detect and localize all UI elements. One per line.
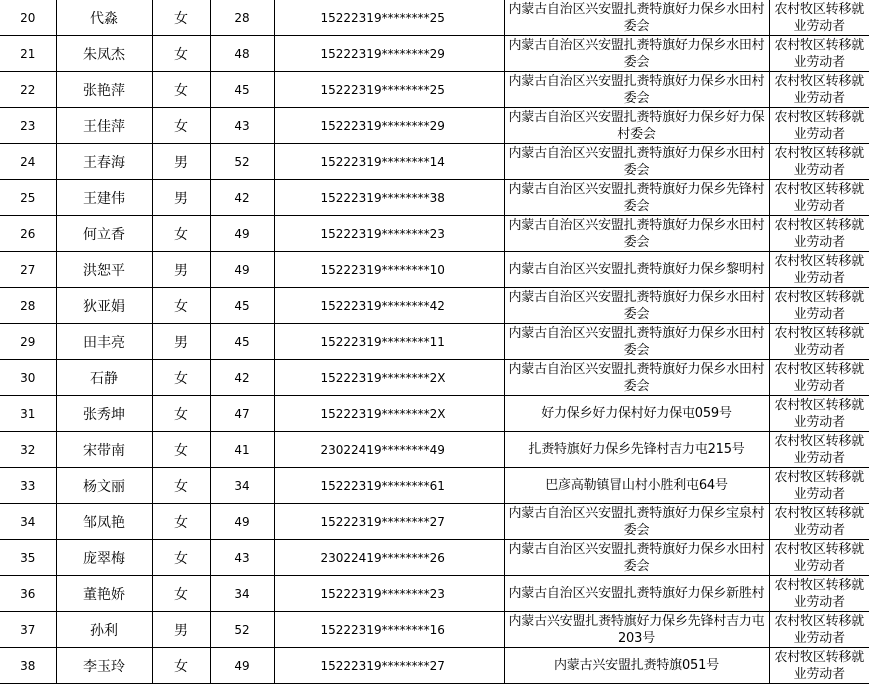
worker-type-cell[interactable]: 农村牧区转移就业劳动者: [769, 576, 869, 612]
row-number-cell[interactable]: 26: [0, 216, 56, 252]
table-row: [0, 216, 869, 252]
gender-cell[interactable]: 女: [152, 108, 210, 144]
name-cell[interactable]: 王建伟: [56, 180, 152, 216]
table-row: [0, 504, 869, 540]
name-cell[interactable]: 王佳萍: [56, 108, 152, 144]
address-cell[interactable]: 内蒙古自治区兴安盟扎赉特旗好力保乡水田村委会: [504, 72, 769, 108]
name-cell[interactable]: 洪恕平: [56, 252, 152, 288]
address-cell[interactable]: 内蒙古自治区兴安盟扎赉特旗好力保乡新胜村: [504, 576, 769, 612]
age-cell[interactable]: 52: [210, 144, 274, 180]
age-cell[interactable]: 49: [210, 252, 274, 288]
table-row: [0, 252, 869, 288]
gender-cell[interactable]: 女: [152, 216, 210, 252]
gender-cell[interactable]: 男: [152, 324, 210, 360]
id-number-cell[interactable]: 15222319********23: [274, 216, 504, 252]
row-number-cell[interactable]: 32: [0, 432, 56, 468]
gender-cell[interactable]: 女: [152, 72, 210, 108]
worker-type-cell[interactable]: 农村牧区转移就业劳动者: [769, 648, 869, 684]
id-number-cell[interactable]: 23022419********26: [274, 540, 504, 576]
age-cell[interactable]: 34: [210, 576, 274, 612]
address-cell[interactable]: 内蒙古自治区兴安盟扎赉特旗好力保乡水田村委会: [504, 216, 769, 252]
table-row: [0, 576, 869, 612]
address-cell[interactable]: 内蒙古自治区兴安盟扎赉特旗好力保乡宝泉村委会: [504, 504, 769, 540]
age-cell[interactable]: 48: [210, 36, 274, 72]
address-cell[interactable]: 内蒙古自治区兴安盟扎赉特旗好力保乡黎明村: [504, 252, 769, 288]
address-cell[interactable]: 巴彦高勒镇冒山村小胜利屯64号: [504, 468, 769, 504]
row-number-cell[interactable]: 23: [0, 108, 56, 144]
worker-type-cell[interactable]: 农村牧区转移就业劳动者: [769, 540, 869, 576]
row-number-cell[interactable]: 37: [0, 612, 56, 648]
worker-type-cell[interactable]: 农村牧区转移就业劳动者: [769, 612, 869, 648]
age-cell[interactable]: 34: [210, 468, 274, 504]
address-cell[interactable]: 内蒙古自治区兴安盟扎赉特旗好力保乡先锋村委会: [504, 180, 769, 216]
id-number-cell[interactable]: 15222319********27: [274, 504, 504, 540]
age-cell[interactable]: 45: [210, 288, 274, 324]
table-row: [0, 288, 869, 324]
name-cell[interactable]: 狄亚娟: [56, 288, 152, 324]
row-number-cell[interactable]: 35: [0, 540, 56, 576]
age-cell[interactable]: 43: [210, 108, 274, 144]
worker-type-cell[interactable]: 农村牧区转移就业劳动者: [769, 252, 869, 288]
row-number-cell[interactable]: 38: [0, 648, 56, 684]
gender-cell[interactable]: 女: [152, 540, 210, 576]
name-cell[interactable]: 张艳萍: [56, 72, 152, 108]
age-cell[interactable]: 49: [210, 504, 274, 540]
address-cell[interactable]: 内蒙古自治区兴安盟扎赉特旗好力保乡水田村委会: [504, 324, 769, 360]
address-cell[interactable]: 内蒙古自治区兴安盟扎赉特旗好力保乡水田村委会: [504, 36, 769, 72]
id-number-cell[interactable]: 15222319********16: [274, 612, 504, 648]
id-number-cell[interactable]: 15222319********27: [274, 648, 504, 684]
name-cell[interactable]: 邹凤艳: [56, 504, 152, 540]
address-cell[interactable]: 内蒙古兴安盟扎赉特旗051号: [504, 648, 769, 684]
age-cell[interactable]: 42: [210, 360, 274, 396]
table-row: [0, 648, 869, 684]
name-cell[interactable]: 孙利: [56, 612, 152, 648]
table-row: [0, 324, 869, 360]
worker-type-cell[interactable]: 农村牧区转移就业劳动者: [769, 504, 869, 540]
name-cell[interactable]: 庞翠梅: [56, 540, 152, 576]
row-number-cell[interactable]: 24: [0, 144, 56, 180]
name-cell[interactable]: 李玉玲: [56, 648, 152, 684]
address-cell[interactable]: 内蒙古兴安盟扎赉特旗好力保乡先锋村吉力屯203号: [504, 612, 769, 648]
row-number-cell[interactable]: 31: [0, 396, 56, 432]
gender-cell[interactable]: 女: [152, 360, 210, 396]
id-number-cell[interactable]: 15222319********25: [274, 72, 504, 108]
table-row: [0, 72, 869, 108]
address-cell[interactable]: 内蒙古自治区兴安盟扎赉特旗好力保乡好力保村委会: [504, 108, 769, 144]
gender-cell[interactable]: 男: [152, 612, 210, 648]
gender-cell[interactable]: 女: [152, 468, 210, 504]
address-cell[interactable]: 内蒙古自治区兴安盟扎赉特旗好力保乡水田村委会: [504, 288, 769, 324]
name-cell[interactable]: 王春海: [56, 144, 152, 180]
address-cell[interactable]: 内蒙古自治区兴安盟扎赉特旗好力保乡水田村委会: [504, 540, 769, 576]
id-number-cell[interactable]: 15222319********38: [274, 180, 504, 216]
address-cell[interactable]: 内蒙古自治区兴安盟扎赉特旗好力保乡水田村委会: [504, 360, 769, 396]
row-number-cell[interactable]: 36: [0, 576, 56, 612]
gender-cell[interactable]: 女: [152, 0, 210, 36]
age-cell[interactable]: 47: [210, 396, 274, 432]
id-number-cell[interactable]: 15222319********2X: [274, 360, 504, 396]
table-row: [0, 360, 869, 396]
table-row: [0, 432, 869, 468]
row-number-cell[interactable]: 29: [0, 324, 56, 360]
age-cell[interactable]: 49: [210, 648, 274, 684]
id-number-cell[interactable]: 15222319********42: [274, 288, 504, 324]
name-cell[interactable]: 杨文丽: [56, 468, 152, 504]
address-cell[interactable]: 内蒙古自治区兴安盟扎赉特旗好力保乡水田村委会: [504, 0, 769, 36]
table-row: [0, 36, 869, 72]
id-number-cell[interactable]: 15222319********11: [274, 324, 504, 360]
row-number-cell[interactable]: 34: [0, 504, 56, 540]
table-row: [0, 540, 869, 576]
row-number-cell[interactable]: 33: [0, 468, 56, 504]
name-cell[interactable]: 宋带南: [56, 432, 152, 468]
row-number-cell[interactable]: 25: [0, 180, 56, 216]
name-cell[interactable]: 代淼: [56, 0, 152, 36]
address-cell[interactable]: 扎赉特旗好力保乡先锋村吉力屯215号: [504, 432, 769, 468]
name-cell[interactable]: 石静: [56, 360, 152, 396]
id-number-cell[interactable]: 15222319********29: [274, 36, 504, 72]
row-number-cell[interactable]: 28: [0, 288, 56, 324]
id-number-cell[interactable]: 15222319********25: [274, 0, 504, 36]
id-number-cell[interactable]: 15222319********61: [274, 468, 504, 504]
id-number-cell[interactable]: 15222319********10: [274, 252, 504, 288]
gender-cell[interactable]: 女: [152, 576, 210, 612]
gender-cell[interactable]: 男: [152, 252, 210, 288]
age-cell[interactable]: 41: [210, 432, 274, 468]
table-row: [0, 144, 869, 180]
name-cell[interactable]: 何立香: [56, 216, 152, 252]
gender-cell[interactable]: 男: [152, 144, 210, 180]
age-cell[interactable]: 28: [210, 0, 274, 36]
table-row: [0, 180, 869, 216]
name-cell[interactable]: 田丰亮: [56, 324, 152, 360]
age-cell[interactable]: 45: [210, 324, 274, 360]
gender-cell[interactable]: 女: [152, 36, 210, 72]
gender-cell[interactable]: 女: [152, 648, 210, 684]
worker-type-cell[interactable]: 农村牧区转移就业劳动者: [769, 144, 869, 180]
id-number-cell[interactable]: 15222319********2X: [274, 396, 504, 432]
table-row: [0, 612, 869, 648]
name-cell[interactable]: 张秀坤: [56, 396, 152, 432]
table-row: [0, 396, 869, 432]
address-cell[interactable]: 内蒙古自治区兴安盟扎赉特旗好力保乡水田村委会: [504, 144, 769, 180]
worker-type-cell[interactable]: 农村牧区转移就业劳动者: [769, 360, 869, 396]
age-cell[interactable]: 52: [210, 612, 274, 648]
id-number-cell[interactable]: 15222319********14: [274, 144, 504, 180]
worker-type-cell[interactable]: 农村牧区转移就业劳动者: [769, 216, 869, 252]
gender-cell[interactable]: 男: [152, 180, 210, 216]
row-number-cell[interactable]: 21: [0, 36, 56, 72]
table-row: [0, 108, 869, 144]
worker-type-cell[interactable]: 农村牧区转移就业劳动者: [769, 396, 869, 432]
id-number-cell[interactable]: 15222319********23: [274, 576, 504, 612]
table-row: [0, 468, 869, 504]
gender-cell[interactable]: 女: [152, 396, 210, 432]
age-cell[interactable]: 42: [210, 180, 274, 216]
worker-type-cell[interactable]: 农村牧区转移就业劳动者: [769, 432, 869, 468]
worker-type-cell[interactable]: 农村牧区转移就业劳动者: [769, 288, 869, 324]
id-number-cell[interactable]: 15222319********29: [274, 108, 504, 144]
table-row: [0, 0, 869, 36]
address-cell[interactable]: 好力保乡好力保村好力保屯059号: [504, 396, 769, 432]
age-cell[interactable]: 45: [210, 72, 274, 108]
worker-type-cell[interactable]: 农村牧区转移就业劳动者: [769, 108, 869, 144]
row-number-cell[interactable]: 22: [0, 72, 56, 108]
name-cell[interactable]: 董艳娇: [56, 576, 152, 612]
age-cell[interactable]: 43: [210, 540, 274, 576]
id-number-cell[interactable]: 23022419********49: [274, 432, 504, 468]
age-cell[interactable]: 49: [210, 216, 274, 252]
worker-type-cell[interactable]: 农村牧区转移就业劳动者: [769, 0, 869, 36]
row-number-cell[interactable]: 27: [0, 252, 56, 288]
worker-type-cell[interactable]: 农村牧区转移就业劳动者: [769, 180, 869, 216]
name-cell[interactable]: 朱凤杰: [56, 36, 152, 72]
worker-type-cell[interactable]: 农村牧区转移就业劳动者: [769, 36, 869, 72]
worker-type-cell[interactable]: 农村牧区转移就业劳动者: [769, 324, 869, 360]
worker-type-cell[interactable]: 农村牧区转移就业劳动者: [769, 72, 869, 108]
row-number-cell[interactable]: 20: [0, 0, 56, 36]
gender-cell[interactable]: 女: [152, 432, 210, 468]
row-number-cell[interactable]: 30: [0, 360, 56, 396]
worker-type-cell[interactable]: 农村牧区转移就业劳动者: [769, 468, 869, 504]
gender-cell[interactable]: 女: [152, 504, 210, 540]
gender-cell[interactable]: 女: [152, 288, 210, 324]
